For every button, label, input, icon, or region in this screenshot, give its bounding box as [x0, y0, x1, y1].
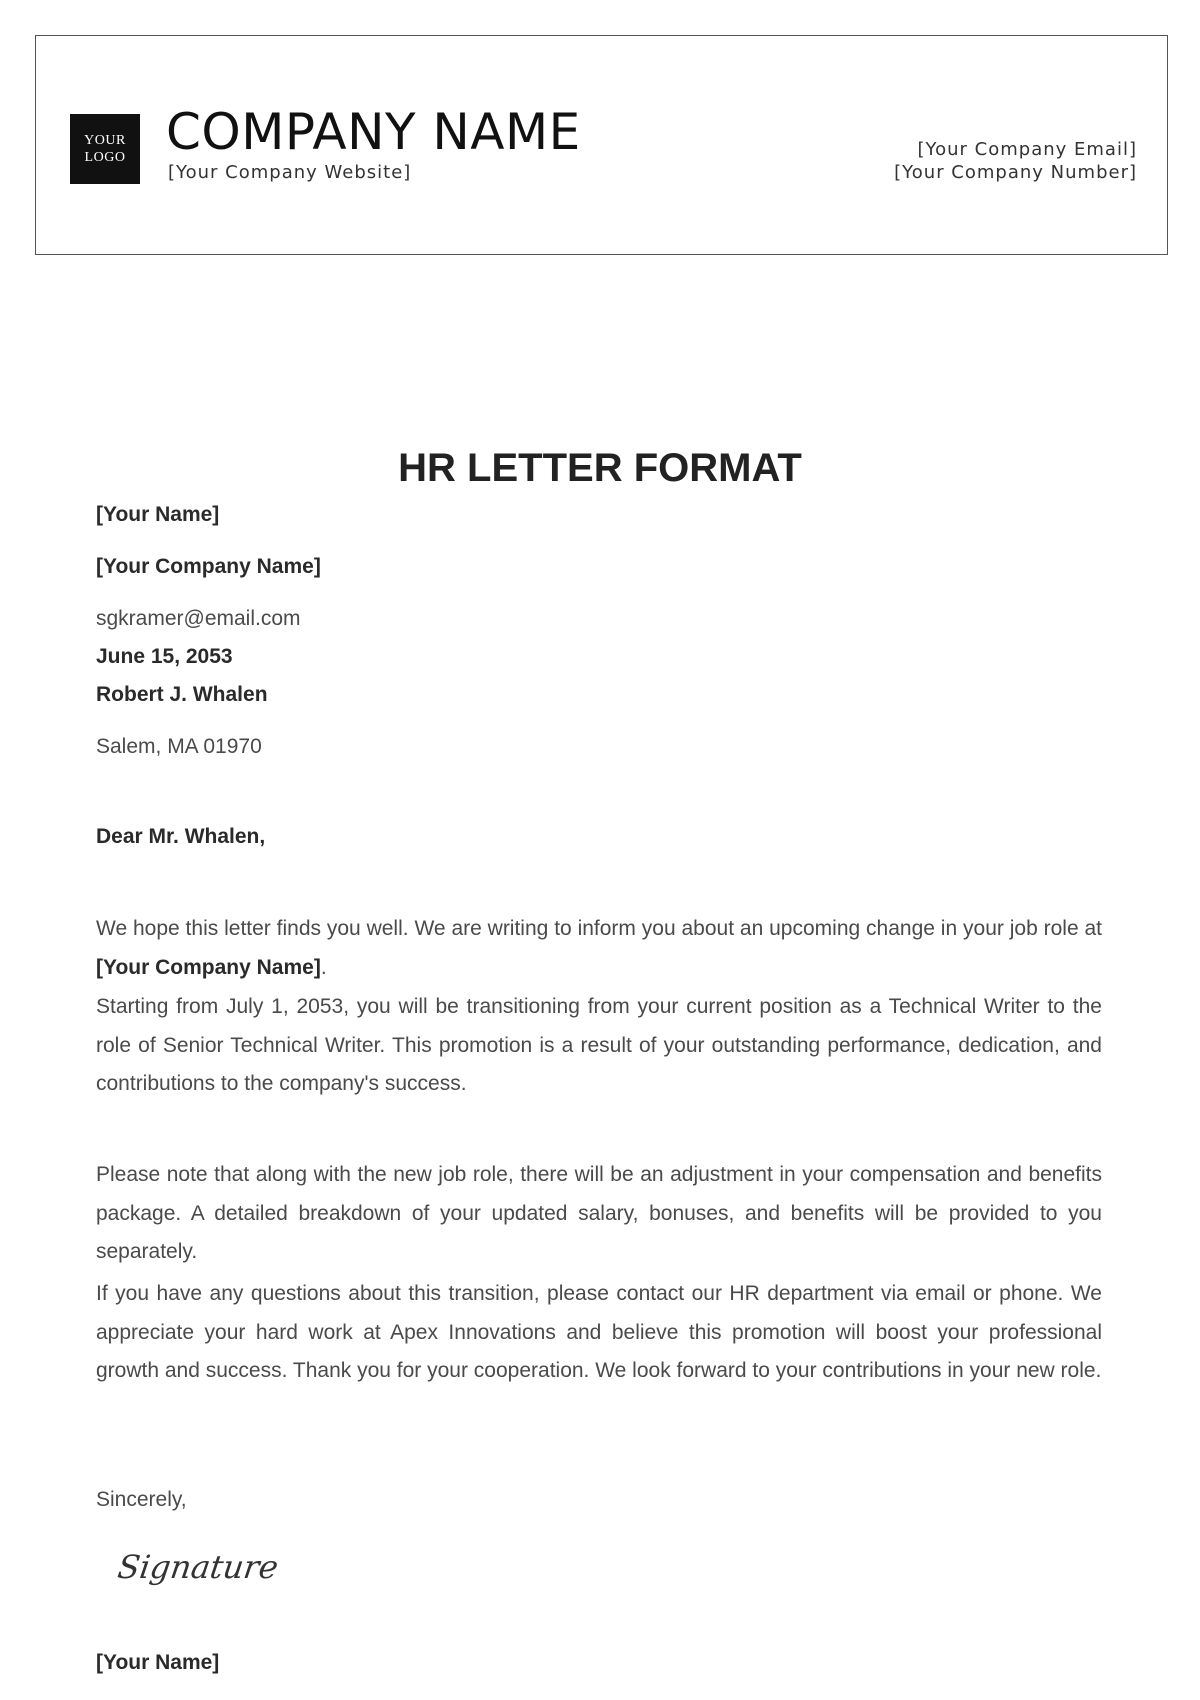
company-website: [Your Company Website] [168, 162, 412, 183]
company-logo [70, 114, 140, 184]
paragraph-1 [96, 910, 1102, 987]
paragraph-1-end: . [320, 955, 327, 979]
company-contact [894, 138, 1137, 184]
sender-email: sgkramer@email.com [96, 607, 301, 630]
logo-text-line2: LOGO [84, 150, 126, 165]
company-email: [Your Company Email] [917, 139, 1137, 160]
paragraph-1-text: We hope this letter finds you well. We are writing to inform you about an upcoming change in your job role at [96, 917, 1102, 940]
paragraph-4: If you have any questions about this transition, please contact our HR department via email or phone. We appreciate your hard work at Apex Innovations and believe this promotion will boost your professional growth and success. Thank you for your cooperation. We look forward to your contributions in your new role. [96, 1282, 1102, 1382]
letterhead [35, 35, 1168, 255]
document-title: HR LETTER FORMAT [398, 446, 802, 490]
letter-date: June 15, 2053 [96, 645, 233, 668]
sender-company: [Your Company Name] [96, 555, 321, 578]
company-number: [Your Company Number] [894, 162, 1137, 183]
paragraph-3: Please note that along with the new job role, there will be an adjustment in your compensation and benefits package. A detailed breakdown of your updated salary, bonuses, and benefits will be provided to you separately. [96, 1163, 1102, 1263]
recipient-name: Robert J. Whalen [96, 683, 268, 706]
paragraph-2: Starting from July 1, 2053, you will be transitioning from your current position as a Technical Writer to the role of Senior Technical Writer. This promotion is a result of your outstanding performance, dedication, and contributions to the company's success. [96, 995, 1102, 1095]
signature: Signature [115, 1548, 281, 1586]
sender-name: [Your Name] [96, 503, 220, 526]
company-name: COMPANY NAME [166, 103, 581, 161]
paragraph-1-company: [Your Company Name] [96, 955, 321, 979]
logo-text-line1: YOUR [84, 133, 126, 148]
salutation: Dear Mr. Whalen, [96, 825, 266, 848]
closing: Sincerely, [96, 1488, 187, 1511]
closing-name: [Your Name] [96, 1651, 220, 1674]
recipient-address: Salem, MA 01970 [96, 735, 262, 758]
